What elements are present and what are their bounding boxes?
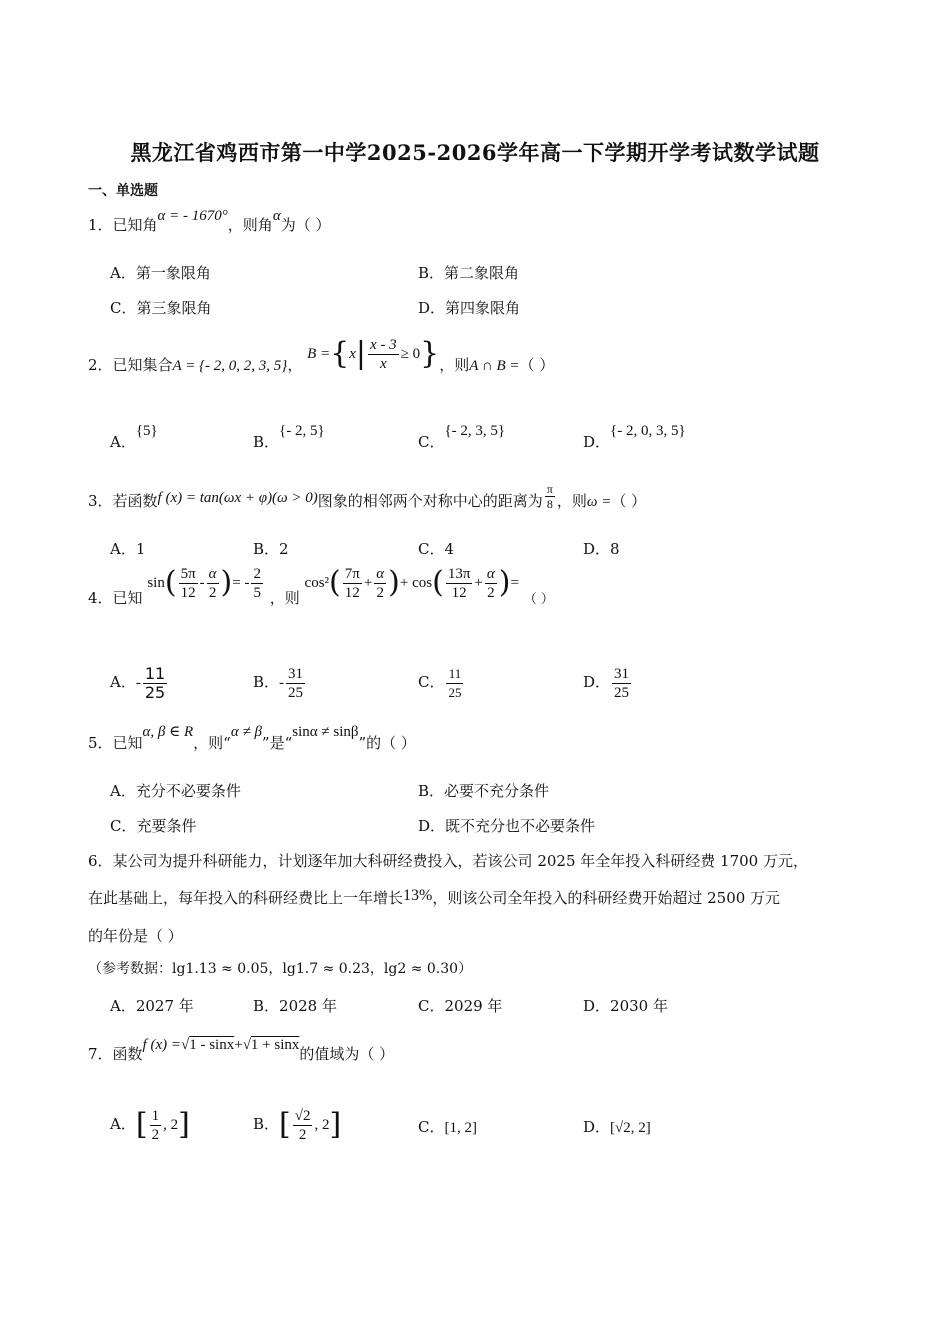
question-6-line-1: 6．某公司为提升科研能力，计划逐年加大科研经费投入，若该公司 2025 年全年投入科研经费 1700 万元， bbox=[88, 852, 808, 870]
question-5-stem: 5．已知α, β ∈ R，则“α ≠ β”是“sinα ≠ sinβ”的（ ） bbox=[88, 724, 416, 752]
q2-option-d[interactable]: D．{- 2, 0, 3, 5} bbox=[583, 423, 686, 451]
q4-option-b[interactable]: B．- $\frac{31}{25}$ bbox=[253, 665, 304, 701]
question-1-stem: 1．已知角α = - 1670°，则角α为（ ） bbox=[88, 208, 331, 234]
q6-option-a[interactable]: A．2027 年 bbox=[110, 997, 194, 1015]
q6-option-c[interactable]: C．2029 年 bbox=[418, 997, 503, 1015]
q7-option-d[interactable]: D．[√2, 2] bbox=[583, 1118, 651, 1136]
q1-option-d[interactable]: D．第四象限角 bbox=[418, 299, 521, 317]
q3-function: f (x) = tan(ωx + φ)(ω > 0) bbox=[157, 490, 318, 506]
question-6-line-3: 的年份是（ ） bbox=[88, 927, 183, 945]
q5-option-b[interactable]: B．必要不充分条件 bbox=[418, 782, 550, 800]
question-6-reference-data: （参考数据：lg1.13 ≈ 0.05，lg1.7 ≈ 0.23，lg2 ≈ 0.30） bbox=[88, 961, 473, 977]
section-heading: 一、单选题 bbox=[88, 183, 158, 199]
question-6-line-2: 在此基础上，每年投入的科研经费比上一年增长13%，则该公司全年投入的科研经费开始超过 2500 万元 bbox=[88, 887, 781, 907]
q7-option-c[interactable]: C．[1, 2] bbox=[418, 1118, 477, 1136]
q7-option-a[interactable]: A．[ $\frac{1}{2}$ , 2] bbox=[110, 1107, 190, 1143]
q6-option-b[interactable]: B．2028 年 bbox=[253, 997, 337, 1015]
q2-option-c[interactable]: C．{- 2, 3, 5} bbox=[418, 423, 506, 451]
q3-option-a[interactable]: A．1 bbox=[110, 540, 146, 558]
q2-set-a: A = {- 2, 0, 2, 3, 5} bbox=[172, 358, 288, 374]
q3-fraction: $\frac{\pi}{8}$ bbox=[546, 481, 553, 511]
q1-option-c[interactable]: C．第三象限角 bbox=[110, 299, 212, 317]
q4-option-a[interactable]: A．- $\frac{11}{25}$ bbox=[110, 663, 166, 702]
q3-option-b[interactable]: B．2 bbox=[253, 540, 289, 558]
page-title: 黑龙江省鸡西市第一中学2025-2026学年高一下学期开学考试数学试题 bbox=[130, 140, 820, 165]
q3-option-c[interactable]: C．4 bbox=[418, 540, 455, 558]
question-3-stem: 3．若函数f (x) = tan(ωx + φ)(ω > 0)图象的相邻两个对称中心的距离为 $\frac{\pi}{8}$ ，则ω =（ ） bbox=[88, 481, 647, 511]
question-7-stem: 7．函数f (x) =√1 - sinx+√1 + sinx的值域为（ ） bbox=[88, 1037, 395, 1063]
q6-option-d[interactable]: D．2030 年 bbox=[583, 997, 668, 1015]
q4-target-expression: cos²( $\frac{7\pi}{12}$ + $\frac{\alpha}{2}$ )+ cos( $\frac{13\pi}{12}$ + $\frac{\alpha}{2}$ )= bbox=[304, 565, 519, 601]
q1-option-a[interactable]: A．第一象限角 bbox=[110, 264, 211, 282]
q1-angle-math: α = - 1670° bbox=[157, 208, 228, 224]
q4-given-expression: sin( $\frac{5\pi}{12}$ - $\frac{\alpha}{2}$ )= - $\frac{2}{5}$ bbox=[147, 565, 261, 601]
q3-option-d[interactable]: D．8 bbox=[583, 540, 620, 558]
q2-set-b-fraction: $\frac{x - 3}{x}$ bbox=[370, 336, 397, 372]
q5-option-d[interactable]: D．既不充分也不必要条件 bbox=[418, 817, 596, 835]
q2-option-b[interactable]: B．{- 2, 5} bbox=[253, 423, 325, 451]
q5-option-a[interactable]: A．充分不必要条件 bbox=[110, 782, 241, 800]
q2-option-a[interactable]: A．{5} bbox=[110, 423, 158, 451]
question-4-stem: 4．已知 sin( $\frac{5\pi}{12}$ - $\frac{\alpha}{2}$ )= - $\frac{2}{5}$ ，则 cos²( $\frac{7\pi}{12}$ + $\frac{\alpha}{2}$ )+ cos( $\frac{13\pi}{12}$ + $\frac{\alpha}{2}$ )= （ ） bbox=[88, 565, 554, 607]
q4-option-d[interactable]: D． $\frac{31}{25}$ bbox=[583, 665, 630, 701]
q5-option-c[interactable]: C．充要条件 bbox=[110, 817, 197, 835]
q4-option-c[interactable]: C． $\frac{11}{25}$ bbox=[418, 665, 462, 700]
question-2-stem: 2．已知集合A = {- 2, 0, 2, 3, 5}， B ={x| $\frac{x - 3}{x}$ ≥ 0}，则A ∩ B =（ ） bbox=[88, 336, 555, 374]
q7-option-b[interactable]: B．[ $\frac{√2}{2}$ , 2] bbox=[253, 1107, 342, 1143]
q1-option-b[interactable]: B．第二象限角 bbox=[418, 264, 520, 282]
